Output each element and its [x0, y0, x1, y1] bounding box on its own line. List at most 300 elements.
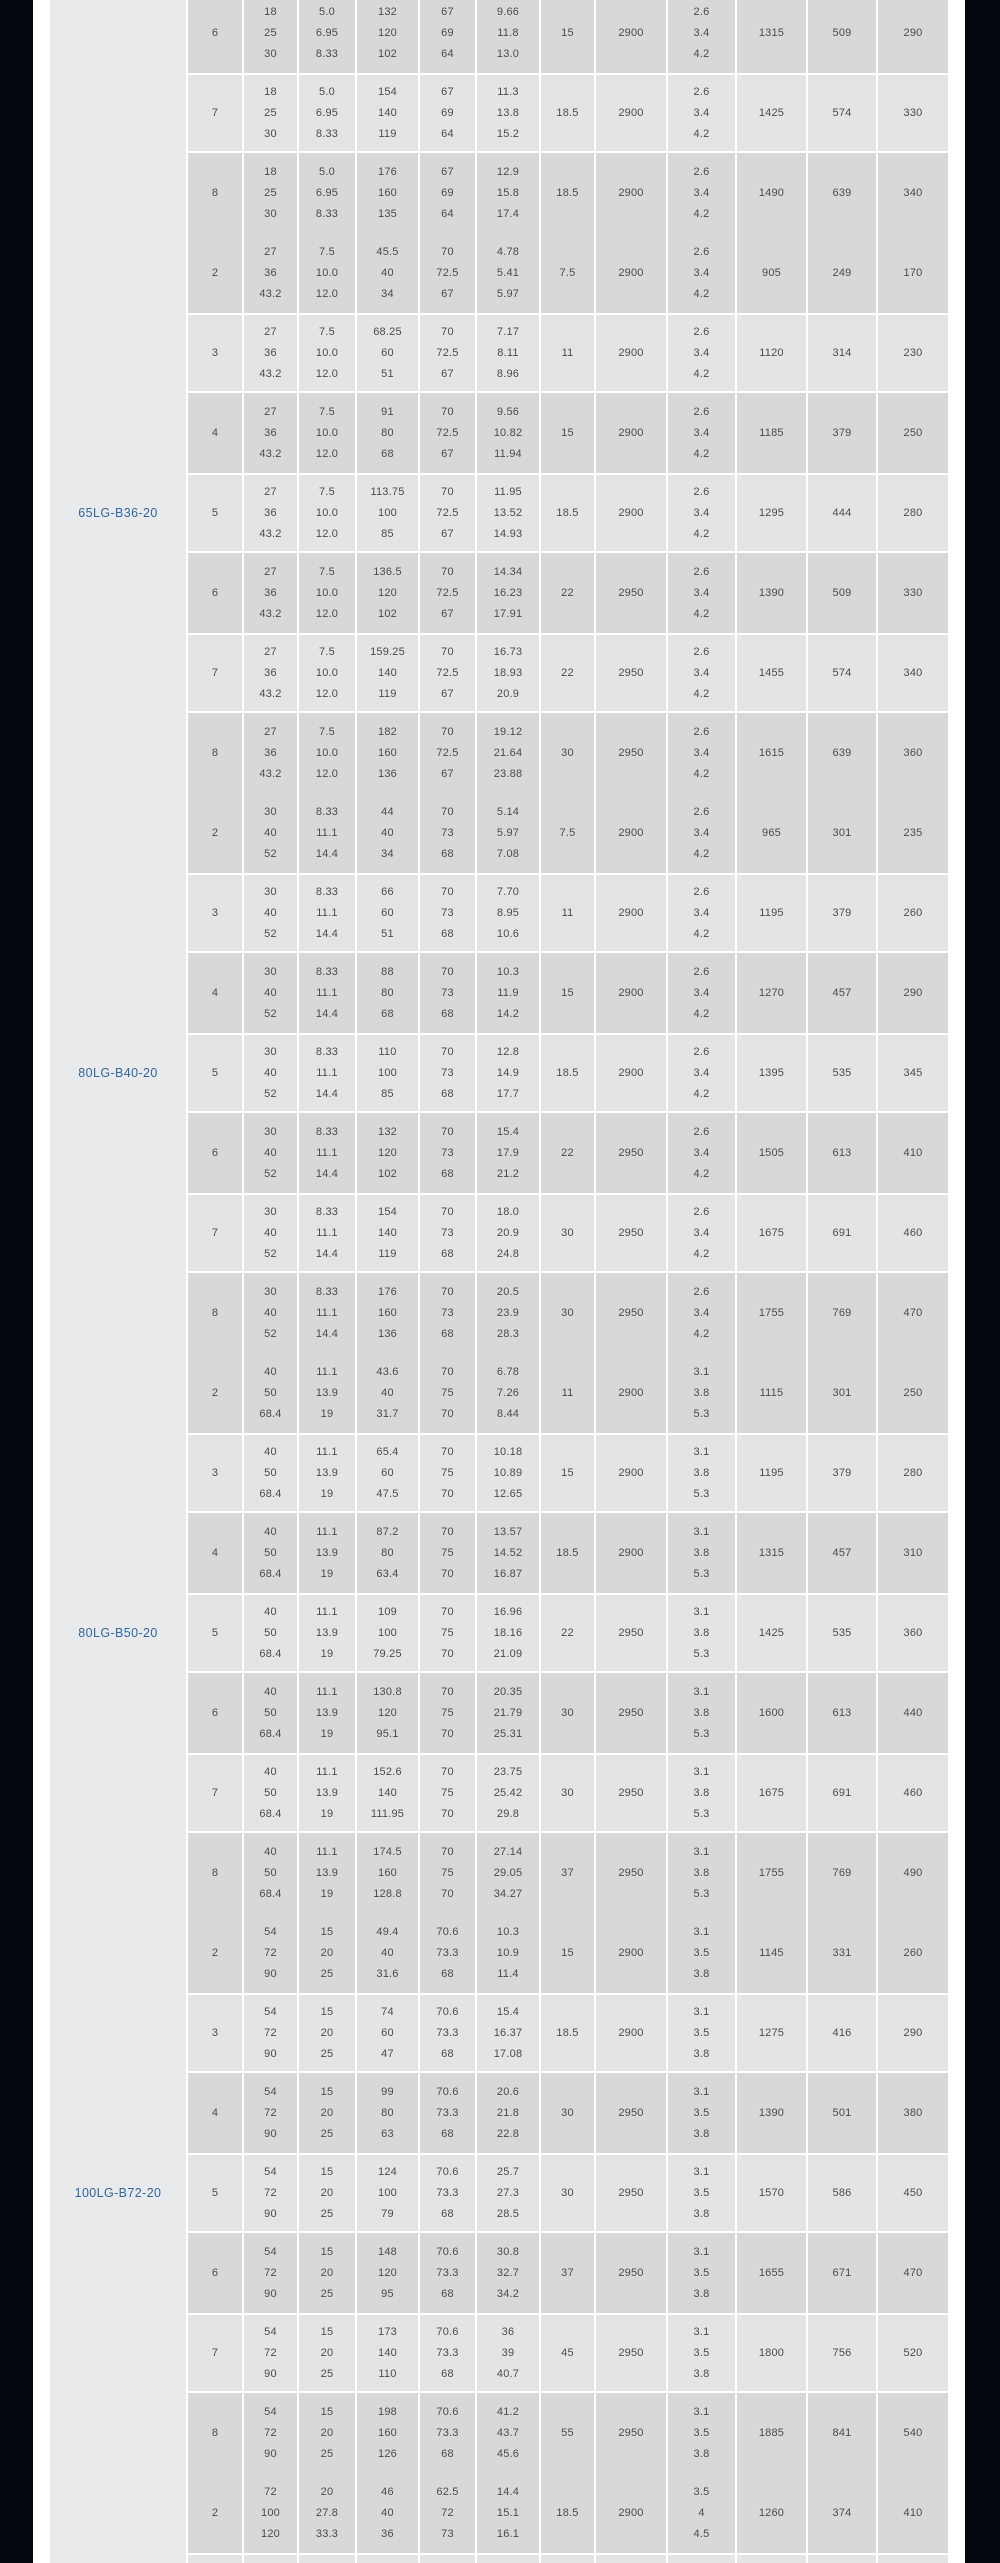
cell-head: 198 160 126: [355, 2393, 418, 2473]
cell-value-2: 574: [806, 75, 876, 151]
cell-speed: 2950: [594, 1273, 666, 1353]
cell-flow-m3h: 30 40 52: [242, 793, 297, 873]
cell-head: 66 60 51: [355, 875, 418, 951]
cell-flow-ls: 7.5 10.0 12.0: [297, 233, 355, 313]
cell-shaft-power: 10.3 10.9 11.4: [475, 1913, 539, 1993]
cell-value-1: 1455: [735, 635, 806, 711]
cell-efficiency: 67 69 64: [418, 0, 475, 73]
cell-head: 74 60 47: [355, 1995, 418, 2071]
cell-value-3: 290: [876, 953, 948, 1033]
cell-value-3: 410: [876, 2473, 948, 2553]
cell-flow-m3h: 72 100 120: [242, 2473, 297, 2553]
table-row: [188, 473, 948, 553]
cell-npsh: 2.6 3.4 4.2: [666, 1035, 735, 1111]
cell-shaft-power: 9.66 11.8 13.0: [475, 0, 539, 73]
cell-npsh: 2.6 3.4 4.2: [666, 0, 735, 73]
cell-flow-m3h: 54 72 90: [242, 2233, 297, 2313]
cell-value-1: 1395: [735, 1035, 806, 1111]
cell-value-2: 691: [806, 1755, 876, 1831]
cell-npsh: 2.6 3.4 4.2: [666, 713, 735, 793]
cell-speed: 2950: [594, 713, 666, 793]
cell-value-2: 639: [806, 713, 876, 793]
cell-npsh: 2.6 3.4 4.2: [666, 1195, 735, 1271]
cell-efficiency: 70 72.5 67: [418, 315, 475, 391]
cell-efficiency: 70 73 68: [418, 1035, 475, 1111]
cell-value-1: 1315: [735, 1513, 806, 1593]
cell-stage-count: 2: [188, 233, 242, 313]
cell-npsh: 2.6 3.4 4.2: [666, 953, 735, 1033]
cell-value-2: 314: [806, 315, 876, 391]
cell-head: [355, 2555, 418, 2563]
cell-value-1: 1185: [735, 393, 806, 473]
cell-motor-power: 18.5: [539, 1513, 594, 1593]
cell-motor-power: 30: [539, 1273, 594, 1353]
cell-npsh: 2.6 3.4 4.2: [666, 315, 735, 391]
cell-efficiency: 70 73 68: [418, 1113, 475, 1193]
cell-value-2: 379: [806, 393, 876, 473]
cell-head: 174.5 160 128.8: [355, 1833, 418, 1913]
cell-efficiency: 70 72.5 67: [418, 475, 475, 551]
cell-motor-power: 22: [539, 635, 594, 711]
cell-flow-m3h: 54 72 90: [242, 2393, 297, 2473]
cell-flow-ls: [297, 2555, 355, 2563]
cell-shaft-power: 20.35 21.79 25.31: [475, 1673, 539, 1753]
cell-efficiency: 70.6 73.3 68: [418, 2155, 475, 2231]
cell-value-2: 416: [806, 1995, 876, 2071]
cell-flow-ls: 8.33 11.1 14.4: [297, 1195, 355, 1271]
cell-stage-count: 5: [188, 1035, 242, 1111]
cell-npsh: 3.1 3.8 5.3: [666, 1833, 735, 1913]
cell-motor-power: 18.5: [539, 475, 594, 551]
cell-npsh: 2.6 3.4 4.2: [666, 153, 735, 233]
cell-motor-power: 22: [539, 1113, 594, 1193]
cell-speed: 2950: [594, 2393, 666, 2473]
cell-motor-power: 11: [539, 315, 594, 391]
cell-flow-ls: 8.33 11.1 14.4: [297, 875, 355, 951]
cell-value-2: 301: [806, 1353, 876, 1433]
cell-value-2: 509: [806, 0, 876, 73]
table-row: [188, 2073, 948, 2153]
cell-head: 91 80 68: [355, 393, 418, 473]
cell-motor-power: 30: [539, 1755, 594, 1831]
table-row: [188, 73, 948, 153]
cell-speed: 2900: [594, 1035, 666, 1111]
cell-value-1: 1425: [735, 1595, 806, 1671]
cell-head: 148 120 95: [355, 2233, 418, 2313]
cell-stage-count: 5: [188, 475, 242, 551]
cell-efficiency: 70 75 70: [418, 1595, 475, 1671]
cell-efficiency: 70 72.5 67: [418, 393, 475, 473]
cell-value-1: 1115: [735, 1353, 806, 1433]
cell-npsh: 2.6 3.4 4.2: [666, 1273, 735, 1353]
cell-speed: 2950: [594, 553, 666, 633]
cell-speed: 2900: [594, 793, 666, 873]
table-row: [188, 1273, 948, 1353]
cell-value-1: 905: [735, 233, 806, 313]
cell-head: 87.2 80 63.4: [355, 1513, 418, 1593]
cell-shaft-power: 20.6 21.8 22.8: [475, 2073, 539, 2153]
cell-value-2: 301: [806, 793, 876, 873]
cell-value-1: 1145: [735, 1913, 806, 1993]
cell-flow-ls: 11.1 13.9 19: [297, 1833, 355, 1913]
cell-value-1: 1390: [735, 2073, 806, 2153]
cell-shaft-power: 18.0 20.9 24.8: [475, 1195, 539, 1271]
cell-efficiency: 70.6 73.3 68: [418, 1995, 475, 2071]
cell-shaft-power: 23.75 25.42 29.8: [475, 1755, 539, 1831]
cell-speed: 2950: [594, 2233, 666, 2313]
table-row: [188, 1513, 948, 1593]
cell-flow-m3h: 40 50 68.4: [242, 1513, 297, 1593]
cell-flow-ls: 15 20 25: [297, 2233, 355, 2313]
cell-npsh: 3.1 3.5 3.8: [666, 1913, 735, 1993]
cell-motor-power: 22: [539, 1595, 594, 1671]
cell-speed: [594, 2555, 666, 2563]
table-row: [188, 1833, 948, 1913]
cell-npsh: 3.1 3.8 5.3: [666, 1673, 735, 1753]
cell-head: 46 40 36: [355, 2473, 418, 2553]
cell-value-2: 331: [806, 1913, 876, 1993]
cell-shaft-power: 12.9 15.8 17.4: [475, 153, 539, 233]
cell-shaft-power: 36 39 40.7: [475, 2315, 539, 2391]
cell-value-3: 250: [876, 1353, 948, 1433]
cell-stage-count: 8: [188, 713, 242, 793]
cell-head: 44 40 34: [355, 793, 418, 873]
cell-motor-power: 30: [539, 1673, 594, 1753]
cell-motor-power: 15: [539, 1913, 594, 1993]
cell-value-1: 1755: [735, 1833, 806, 1913]
cell-head: 132 120 102: [355, 0, 418, 73]
cell-value-1: 1615: [735, 713, 806, 793]
cell-flow-ls: 8.33 11.1 14.4: [297, 1035, 355, 1111]
cell-flow-ls: 20 27.8 33.3: [297, 2473, 355, 2553]
cell-flow-ls: 15 20 25: [297, 2073, 355, 2153]
cell-flow-ls: 7.5 10.0 12.0: [297, 713, 355, 793]
cell-efficiency: 70 75 70: [418, 1755, 475, 1831]
cell-motor-power: 18.5: [539, 2473, 594, 2553]
cell-flow-m3h: 18 25 30: [242, 153, 297, 233]
cell-motor-power: 18.5: [539, 75, 594, 151]
cell-flow-ls: 15 20 25: [297, 1995, 355, 2071]
cell-value-2: 613: [806, 1113, 876, 1193]
cell-npsh: 2.6 3.4 4.2: [666, 475, 735, 551]
cell-speed: 2900: [594, 1995, 666, 2071]
cell-stage-count: 5: [188, 2155, 242, 2231]
cell-motor-power: 18.5: [539, 1995, 594, 2071]
cell-value-3: 470: [876, 1273, 948, 1353]
cell-flow-ls: 15 20 25: [297, 2393, 355, 2473]
cell-stage-count: 8: [188, 1273, 242, 1353]
cell-speed: 2950: [594, 1595, 666, 1671]
cell-npsh: 3.1 3.5 3.8: [666, 2315, 735, 2391]
cell-value-3: 290: [876, 0, 948, 73]
cell-npsh: 3.1 3.5 3.8: [666, 2073, 735, 2153]
cell-motor-power: 30: [539, 2073, 594, 2153]
cell-stage-count: 8: [188, 2393, 242, 2473]
cell-value-1: 1490: [735, 153, 806, 233]
cell-value-2: 509: [806, 553, 876, 633]
cell-value-1: 1600: [735, 1673, 806, 1753]
cell-value-2: 574: [806, 635, 876, 711]
cell-stage-count: 2: [188, 793, 242, 873]
cell-value-3: 460: [876, 1195, 948, 1271]
cell-motor-power: 18.5: [539, 1035, 594, 1111]
cell-value-3: 540: [876, 2393, 948, 2473]
cell-npsh: 3.1 3.5 3.8: [666, 2393, 735, 2473]
cell-shaft-power: 15.4 16.37 17.08: [475, 1995, 539, 2071]
cell-stage-count: 5: [188, 1595, 242, 1671]
cell-value-3: 250: [876, 393, 948, 473]
table-row: [188, 0, 948, 73]
cell-speed: 2950: [594, 1195, 666, 1271]
cell-flow-ls: 15 20 25: [297, 1913, 355, 1993]
cell-speed: 2950: [594, 1755, 666, 1831]
cell-shaft-power: 10.18 10.89 12.65: [475, 1435, 539, 1511]
cell-npsh: 2.6 3.4 4.2: [666, 233, 735, 313]
cell-value-2: 501: [806, 2073, 876, 2153]
cell-efficiency: 70.6 73.3 68: [418, 2393, 475, 2473]
cell-value-2: 769: [806, 1833, 876, 1913]
cell-speed: 2900: [594, 1353, 666, 1433]
cell-value-1: 1270: [735, 953, 806, 1033]
cell-shaft-power: 5.14 5.97 7.08: [475, 793, 539, 873]
cell-stage-count: 7: [188, 2315, 242, 2391]
table-row: [188, 873, 948, 953]
cell-speed: 2900: [594, 875, 666, 951]
cell-flow-m3h: 40 50 68.4: [242, 1755, 297, 1831]
cell-value-3: 290: [876, 1995, 948, 2071]
cell-stage-count: 2: [188, 2473, 242, 2553]
cell-npsh: 2.6 3.4 4.2: [666, 635, 735, 711]
cell-value-2: 613: [806, 1673, 876, 1753]
cell-motor-power: 45: [539, 2315, 594, 2391]
cell-flow-m3h: 18 25 30: [242, 0, 297, 73]
cell-stage-count: 6: [188, 2233, 242, 2313]
cell-flow-m3h: 40 50 68.4: [242, 1435, 297, 1511]
cell-value-1: 1315: [735, 0, 806, 73]
cell-value-1: 1195: [735, 875, 806, 951]
table-row: [188, 233, 948, 313]
cell-shaft-power: 27.14 29.05 34.27: [475, 1833, 539, 1913]
cell-value-3: 280: [876, 1435, 948, 1511]
cell-shaft-power: 11.95 13.52 14.93: [475, 475, 539, 551]
cell-head: 152.6 140 111.95: [355, 1755, 418, 1831]
table-row: [188, 1113, 948, 1193]
cell-shaft-power: 41.2 43.7 45.6: [475, 2393, 539, 2473]
cell-shaft-power: 11.3 13.8 15.2: [475, 75, 539, 151]
cell-stage-count: 7: [188, 635, 242, 711]
cell-stage-count: 6: [188, 553, 242, 633]
cell-motor-power: 7.5: [539, 793, 594, 873]
cell-flow-m3h: 27 36 43.2: [242, 553, 297, 633]
cell-shaft-power: 9.56 10.82 11.94: [475, 393, 539, 473]
table-row: [188, 713, 948, 793]
cell-npsh: 3.1 3.8 5.3: [666, 1435, 735, 1511]
cell-npsh: 2.6 3.4 4.2: [666, 393, 735, 473]
cell-motor-power: 30: [539, 1195, 594, 1271]
cell-value-3: 170: [876, 233, 948, 313]
cell-flow-ls: 8.33 11.1 14.4: [297, 793, 355, 873]
cell-npsh: 2.6 3.4 4.2: [666, 875, 735, 951]
cell-value-1: [735, 2555, 806, 2563]
cell-stage-count: 4: [188, 1513, 242, 1593]
cell-value-3: 330: [876, 553, 948, 633]
cell-flow-ls: 7.5 10.0 12.0: [297, 393, 355, 473]
cell-stage-count: 3: [188, 315, 242, 391]
cell-value-3: [876, 2555, 948, 2563]
table-row: [188, 2233, 948, 2313]
cell-head: 173 140 110: [355, 2315, 418, 2391]
cell-efficiency: [418, 2555, 475, 2563]
cell-efficiency: 70 73 68: [418, 1195, 475, 1271]
cell-shaft-power: 16.96 18.16 21.09: [475, 1595, 539, 1671]
cell-speed: 2950: [594, 1833, 666, 1913]
cell-npsh: 3.1 3.5 3.8: [666, 1995, 735, 2071]
cell-motor-power: 37: [539, 1833, 594, 1913]
cell-value-2: [806, 2555, 876, 2563]
cell-flow-m3h: 40 50 68.4: [242, 1595, 297, 1671]
cell-head: 88 80 68: [355, 953, 418, 1033]
cell-speed: 2950: [594, 635, 666, 711]
cell-value-2: 535: [806, 1035, 876, 1111]
cell-shaft-power: 25.7 27.3 28.5: [475, 2155, 539, 2231]
cell-head: 68.25 60 51: [355, 315, 418, 391]
table-row: [188, 1193, 948, 1273]
cell-value-2: 457: [806, 953, 876, 1033]
table-row: [188, 633, 948, 713]
table-row: [188, 2393, 948, 2473]
cell-efficiency: 70.6 73.3 68: [418, 2315, 475, 2391]
cell-shaft-power: 14.4 15.1 16.1: [475, 2473, 539, 2553]
table-row: [188, 2153, 948, 2233]
cell-shaft-power: 12.8 14.9 17.7: [475, 1035, 539, 1111]
model-label[interactable]: 80LG-B50-20: [78, 1626, 158, 1640]
table-row: [188, 553, 948, 633]
cell-head: 176 160 135: [355, 153, 418, 233]
cell-flow-m3h: 54 72 90: [242, 1995, 297, 2071]
cell-stage-count: 6: [188, 1113, 242, 1193]
cell-speed: 2900: [594, 1435, 666, 1511]
cell-shaft-power: 20.5 23.9 28.3: [475, 1273, 539, 1353]
table-row: [188, 1753, 948, 1833]
cell-shaft-power: 10.3 11.9 14.2: [475, 953, 539, 1033]
cell-value-1: 1260: [735, 2473, 806, 2553]
cell-flow-ls: 7.5 10.0 12.0: [297, 315, 355, 391]
cell-head: 136.5 120 102: [355, 553, 418, 633]
cell-efficiency: 70 75 70: [418, 1833, 475, 1913]
table-row: [188, 1913, 948, 1993]
cell-value-2: 586: [806, 2155, 876, 2231]
cell-flow-ls: 11.1 13.9 19: [297, 1755, 355, 1831]
cell-motor-power: 15: [539, 953, 594, 1033]
cell-npsh: 3.1 3.8 5.3: [666, 1595, 735, 1671]
cell-efficiency: 67 69 64: [418, 153, 475, 233]
cell-flow-m3h: 54 72 90: [242, 2315, 297, 2391]
cell-value-3: 330: [876, 75, 948, 151]
model-label[interactable]: 80LG-B40-20: [78, 1066, 158, 1080]
cell-flow-m3h: [242, 2555, 297, 2563]
cell-value-2: 756: [806, 2315, 876, 2391]
cell-value-2: 639: [806, 153, 876, 233]
cell-head: 99 80 63: [355, 2073, 418, 2153]
cell-npsh: 2.6 3.4 4.2: [666, 75, 735, 151]
table-row: [188, 153, 948, 233]
cell-value-3: 340: [876, 153, 948, 233]
cell-shaft-power: 15.4 17.9 21.2: [475, 1113, 539, 1193]
cell-npsh: 3.1 3.8 5.3: [666, 1353, 735, 1433]
cell-npsh: 3.1 3.8 5.3: [666, 1755, 735, 1831]
cell-flow-ls: 7.5 10.0 12.0: [297, 553, 355, 633]
cell-value-1: 1800: [735, 2315, 806, 2391]
cell-motor-power: 37: [539, 2233, 594, 2313]
cell-efficiency: 70.6 73.3 68: [418, 1913, 475, 1993]
cell-value-3: 235: [876, 793, 948, 873]
cell-head: 65.4 60 47.5: [355, 1435, 418, 1511]
model-label[interactable]: 65LG-B36-20: [78, 506, 158, 520]
cell-value-2: 379: [806, 875, 876, 951]
cell-value-2: 444: [806, 475, 876, 551]
cell-stage-count: 3: [188, 1435, 242, 1511]
cell-flow-m3h: 30 40 52: [242, 953, 297, 1033]
cell-flow-m3h: 40 50 68.4: [242, 1833, 297, 1913]
cell-flow-m3h: 54 72 90: [242, 2073, 297, 2153]
cell-head: 49.4 40 31.6: [355, 1913, 418, 1993]
cell-efficiency: 70 72.5 67: [418, 713, 475, 793]
cell-stage-count: 6: [188, 1673, 242, 1753]
cell-head: 182 160 136: [355, 713, 418, 793]
document-page: [33, 0, 965, 2563]
cell-shaft-power: 7.17 8.11 8.96: [475, 315, 539, 391]
cell-value-1: 1675: [735, 1755, 806, 1831]
cell-flow-m3h: 27 36 43.2: [242, 713, 297, 793]
cell-motor-power: 11: [539, 1353, 594, 1433]
cell-head: 113.75 100 85: [355, 475, 418, 551]
cell-value-3: 280: [876, 475, 948, 551]
table-row: [188, 793, 948, 873]
cell-value-2: 841: [806, 2393, 876, 2473]
table-row: [188, 1353, 948, 1433]
cell-efficiency: 70 75 70: [418, 1513, 475, 1593]
cell-flow-m3h: 30 40 52: [242, 1273, 297, 1353]
cell-stage-count: 7: [188, 1195, 242, 1271]
cell-efficiency: 70 73 68: [418, 953, 475, 1033]
cell-shaft-power: 6.78 7.26 8.44: [475, 1353, 539, 1433]
model-label[interactable]: 100LG-B72-20: [74, 2186, 162, 2200]
cell-head: 159.25 140 119: [355, 635, 418, 711]
cell-efficiency: 70 72.5 67: [418, 233, 475, 313]
cell-flow-ls: 5.0 6.95 8.33: [297, 75, 355, 151]
cell-motor-power: 30: [539, 713, 594, 793]
cell-stage-count: 2: [188, 1913, 242, 1993]
cell-value-2: 457: [806, 1513, 876, 1593]
table-row: [188, 2313, 948, 2393]
cell-value-1: 1425: [735, 75, 806, 151]
cell-flow-m3h: 27 36 43.2: [242, 233, 297, 313]
cell-stage-count: 3: [188, 875, 242, 951]
cell-npsh: [666, 2555, 735, 2563]
cell-value-1: 1570: [735, 2155, 806, 2231]
cell-head: 176 160 136: [355, 1273, 418, 1353]
cell-value-3: 260: [876, 875, 948, 951]
cell-value-1: 1275: [735, 1995, 806, 2071]
cell-speed: 2900: [594, 75, 666, 151]
cell-speed: 2900: [594, 153, 666, 233]
table-row: [188, 393, 948, 473]
cell-head: 124 100 79: [355, 2155, 418, 2231]
cell-head: 132 120 102: [355, 1113, 418, 1193]
cell-flow-m3h: 30 40 52: [242, 1035, 297, 1111]
cell-value-1: 1675: [735, 1195, 806, 1271]
cell-efficiency: 70 73 68: [418, 875, 475, 951]
